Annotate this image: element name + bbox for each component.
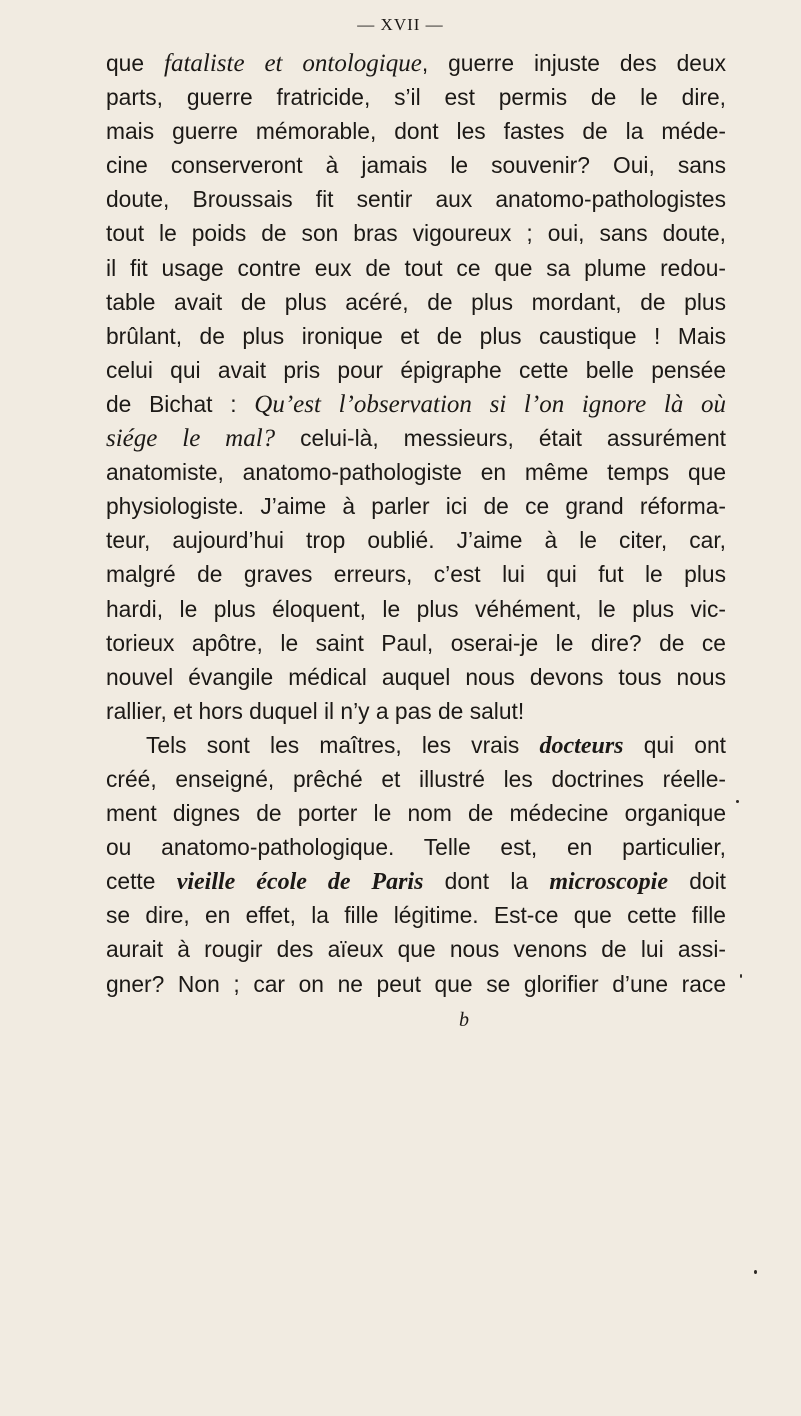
text-line <box>106 46 726 80</box>
text-line <box>106 932 726 966</box>
text-line <box>106 728 726 762</box>
emphasized-text: siége le mal? <box>106 425 276 453</box>
text-line <box>106 626 726 660</box>
text-run: ou anatomo-pathologique. Telle est, en particulier, <box>106 834 726 861</box>
text-run: créé, enseigné, prêché et illustré les doctrines réelle- <box>106 765 726 792</box>
text-line <box>106 523 726 557</box>
text-run: aurait à rougir des aïeux que nous venons de lui assi- <box>106 936 726 963</box>
text-line <box>106 353 726 387</box>
text-run: Tels sont les maîtres, les vrais <box>146 731 540 758</box>
text-run: il fit usage contre eux de tout ce que sa plume redou- <box>106 254 726 281</box>
text-line <box>106 830 726 864</box>
emphasized-text: microscopie <box>549 869 668 896</box>
text-line <box>106 796 726 830</box>
text-run: qui ont <box>623 731 727 758</box>
text-run: malgré de graves erreurs, c’est lui qui fut le plus <box>106 561 726 588</box>
text-run: cine conserveront à jamais le souvenir? Oui, sans <box>106 152 726 179</box>
text-line <box>106 489 726 523</box>
page-header: — XVII — <box>357 15 444 34</box>
text-line <box>106 216 726 250</box>
text-run: ment dignes de porter le nom de médecine organique <box>106 800 726 827</box>
text-line <box>106 285 726 319</box>
text-line <box>106 251 726 285</box>
text-line <box>106 319 726 353</box>
text-run: tout le poids de son bras vigoureux ; oui, sans doute, <box>106 220 726 247</box>
text-run: table avait de plus acéré, de plus mordant, de plus <box>106 288 726 315</box>
paper-speck <box>754 1270 757 1274</box>
text-run: doute, Broussais fit sentir aux anatomo-pathologistes <box>106 186 726 213</box>
page-body-text <box>106 46 726 1001</box>
text-line <box>106 455 726 489</box>
text-line <box>106 694 726 728</box>
text-line <box>106 80 726 114</box>
text-run: cette <box>106 868 177 895</box>
text-run: nouvel évangile médical auquel nous devons tous nous <box>106 663 726 690</box>
text-run: gner? Non ; car on ne peut que se glorifier d’une race <box>106 970 726 997</box>
text-line <box>106 592 726 626</box>
text-run: torieux apôtre, le saint Paul, oserai-je le dire? de ce <box>106 629 726 656</box>
text-line <box>106 898 726 932</box>
text-line <box>106 114 726 148</box>
text-run: celui-là, messieurs, était assurément <box>275 425 726 452</box>
text-run: hardi, le plus éloquent, le plus véhément, le plus vic- <box>106 595 726 622</box>
emphasized-text: docteurs <box>539 732 624 759</box>
text-run: brûlant, de plus ironique et de plus caustique ! Mais <box>106 322 726 349</box>
text-run: mais guerre mémorable, dont les fastes de la méde- <box>106 118 726 145</box>
text-run: , guerre injuste des deux <box>421 50 727 76</box>
text-line <box>106 421 726 455</box>
emphasized-text: fataliste et ontologique <box>164 50 422 77</box>
text-line <box>106 660 726 694</box>
text-line <box>106 148 726 182</box>
printer-signature-mark: b <box>459 1009 469 1031</box>
text-line <box>106 967 726 1001</box>
text-run: que <box>106 50 165 76</box>
text-run: doit <box>667 868 727 895</box>
text-run: de Bichat : <box>106 390 255 417</box>
text-run: celui qui avait pris pour épigraphe cette belle pensée <box>106 356 726 383</box>
text-line <box>106 182 726 216</box>
text-run: anatomiste, anatomo-pathologiste en même temps que <box>106 459 726 486</box>
paper-speck <box>736 800 739 803</box>
text-line <box>106 864 726 898</box>
text-run: physiologiste. J’aime à parler ici de ce grand réforma- <box>106 493 726 520</box>
text-run: teur, aujourd’hui trop oublié. J’aime à le citer, car, <box>106 527 726 554</box>
text-run: rallier, et hors duquel il n’y a pas de salut! <box>106 697 525 724</box>
text-run: se dire, en effet, la fille légitime. Est-ce que cette fille <box>106 902 726 929</box>
emphasized-text: Qu’est l’observation si l’on ignore là où <box>254 390 726 418</box>
paper-speck <box>740 974 742 978</box>
text-run: parts, guerre fratricide, s’il est permis de le dire, <box>106 84 726 111</box>
text-line <box>106 387 726 421</box>
emphasized-text: vieille école de Paris <box>176 869 424 896</box>
text-line <box>106 557 726 591</box>
text-line <box>106 762 726 796</box>
text-run: dont la <box>423 868 550 895</box>
